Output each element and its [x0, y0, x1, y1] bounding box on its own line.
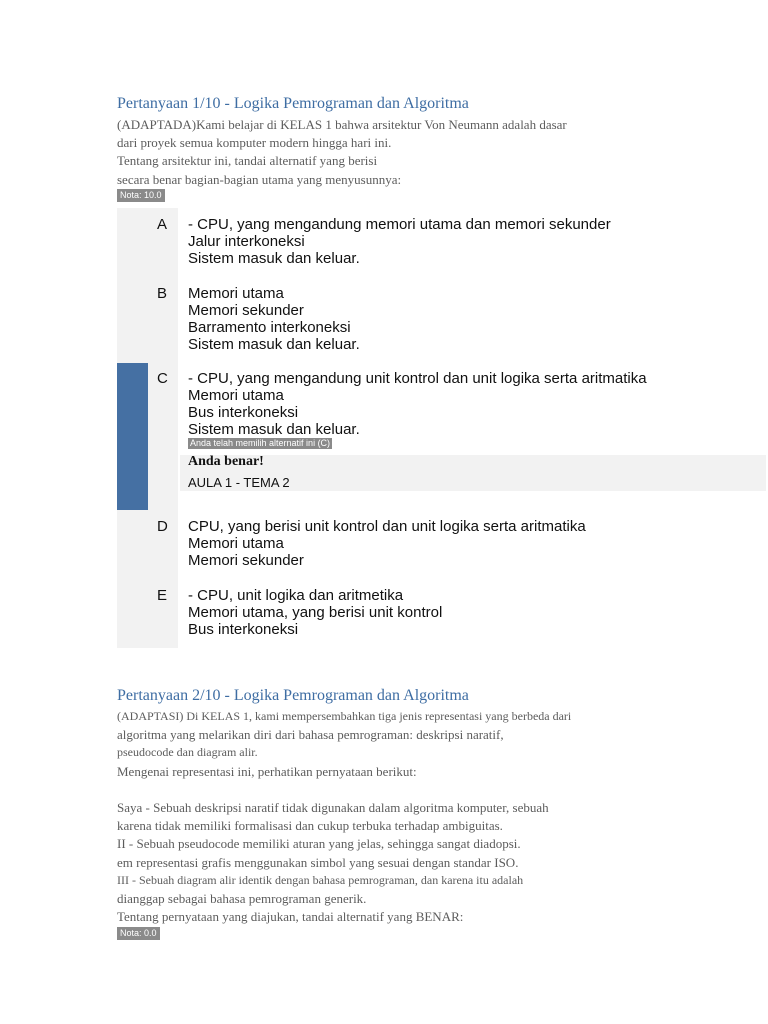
option-line: - CPU, yang mengandung unit kontrol dan unit logika serta aritmatika [188, 370, 647, 387]
option-line: Bus interkoneksi [188, 404, 299, 421]
option-line: Memori utama [188, 387, 284, 404]
question-2-score-badge: Nota: 0.0 [117, 927, 160, 940]
question-2-text-line: Mengenai representasi ini, perhatikan pernyataan berikut: [117, 764, 417, 779]
option-line: Memori utama, yang berisi unit kontrol [188, 604, 443, 621]
question-2-text-line: karena tidak memiliki formalisasi dan cukup terbuka terhadap ambiguitas. [117, 818, 503, 833]
option-letter: D [157, 518, 168, 535]
feedback-reference: AULA 1 - TEMA 2 [188, 475, 290, 490]
question-2-text-line: dianggap sebagai bahasa pemrograman generik. [117, 891, 367, 906]
option-line: Bus interkoneksi [188, 621, 299, 638]
question-1-score-badge: Nota: 10.0 [117, 189, 165, 202]
question-2-text-line: algoritma yang melarikan diri dari bahasa pemrograman: deskripsi naratif, [117, 727, 504, 742]
question-1-text-line: Tentang arsitektur ini, tandai alternatif yang berisi [117, 153, 378, 168]
question-1-title: Pertanyaan 1/10 - Logika Pemrograman dan Algoritma [117, 95, 469, 112]
option-line: Barramento interkoneksi [188, 319, 351, 336]
option-letter: E [157, 587, 168, 604]
question-2-text-line: pseudocode dan diagram alir. [117, 745, 258, 759]
option-line: - CPU, unit logika dan aritmetika [188, 587, 404, 604]
question-2-text-line: (ADAPTASI) Di KELAS 1, kami mempersembahkan tiga jenis representasi yang berbeda dari [117, 709, 572, 723]
question-2-text-line: Saya - Sebuah deskripsi naratif tidak digunakan dalam algoritma komputer, sebuah [117, 800, 549, 815]
option-line: Memori sekunder [188, 302, 304, 319]
question-2-title: Pertanyaan 2/10 - Logika Pemrograman dan Algoritma [117, 687, 469, 704]
feedback-title: Anda benar! [188, 454, 264, 469]
option-line: CPU, yang berisi unit kontrol dan unit logika serta aritmatika [188, 518, 586, 535]
option-letter: B [157, 285, 168, 302]
option-line: Jalur interkoneksi [188, 233, 305, 250]
option-line: - CPU, yang mengandung memori utama dan memori sekunder [188, 216, 611, 233]
question-1-text-line: (ADAPTADA)Kami belajar di KELAS 1 bahwa arsitektur Von Neumann adalah dasar [117, 117, 567, 132]
selected-option-marker [117, 363, 148, 510]
option-letter: A [157, 216, 168, 233]
option-line: Sistem masuk dan keluar. [188, 250, 360, 267]
option-line: Memori utama [188, 285, 284, 302]
question-2-text-line: em representasi grafis menggunakan simbol yang sesuai dengan standar ISO. [117, 855, 519, 870]
selected-alternative-note: Anda telah memilih alternatif ini (C) [190, 438, 331, 448]
question-1-text-line: secara benar bagian-bagian utama yang menyusunnya: [117, 172, 402, 187]
option-letter: C [157, 370, 168, 387]
question-2-text-line: III - Sebuah diagram alir identik dengan bahasa pemrograman, dan karena itu adalah [117, 873, 524, 887]
question-2-text-line: II - Sebuah pseudocode memiliki aturan yang jelas, sehingga sangat diadopsi. [117, 836, 521, 851]
option-line: Sistem masuk dan keluar. [188, 336, 360, 353]
question-1-text-line: dari proyek semua komputer modern hingga hari ini. [117, 135, 392, 150]
option-line: Sistem masuk dan keluar. [188, 421, 360, 438]
option-line: Memori utama [188, 535, 284, 552]
option-line: Memori sekunder [188, 552, 304, 569]
question-2-text-line: Tentang pernyataan yang diajukan, tandai alternatif yang BENAR: [117, 909, 464, 924]
